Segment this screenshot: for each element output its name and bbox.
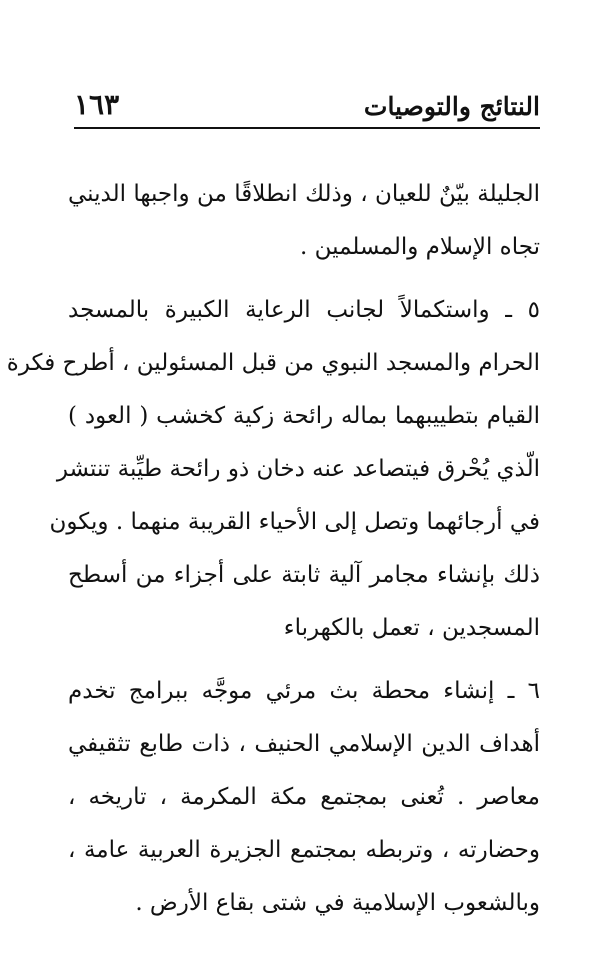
text-line: الحرام والمسجد النبوي من قبل المسئولين ، أطرح فكرة — [6, 350, 540, 376]
text-line: تجاه الإسلام والمسلمين . — [300, 234, 540, 260]
page-header — [74, 88, 540, 128]
text-line: ٦ ـ إنشاء محطة بث مرئي موجَّه ببرامج تخدم — [68, 678, 540, 704]
text-line: في أرجائهما وتصل إلى الأحياء القريبة منهما . ويكون — [49, 509, 540, 535]
text-line: الجليلة بيّنٌ للعيان ، وذلك انطلاقًا من واجبها الديني — [68, 181, 540, 207]
paragraph-spacer — [68, 655, 540, 665]
page-number: ١٦٣ — [74, 88, 120, 121]
running-title: النتائج والتوصيات — [363, 92, 540, 121]
paragraph-spacer — [68, 274, 540, 284]
text-line: الّذي يُحْرق فيتصاعد عنه دخان ذو رائحة طيِّبة تنتشر — [56, 456, 540, 482]
text-line: القيام بتطييبهما بماله رائحة زكية كخشب ( العود ) — [68, 403, 540, 429]
text-line: المسجدين ، تعمل بالكهرباء — [283, 615, 540, 641]
text-line: وبالشعوب الإسلامية في شتى بقاع الأرض . — [135, 890, 540, 916]
body-text — [6, 168, 540, 930]
text-line: ٥ ـ واستكمالاً لجانب الرعاية الكبيرة بالمسجد — [68, 297, 540, 323]
paragraph-item-6 — [68, 665, 540, 930]
text-line: وحضارته ، وتربطه بمجتمع الجزيرة العربية عامة ، — [68, 837, 540, 863]
text-line: أهداف الدين الإسلامي الحنيف ، ذات طابع تثقيفي — [68, 731, 540, 757]
paragraph-item-5 — [6, 284, 540, 655]
paragraph-intro — [68, 168, 540, 274]
text-line: معاصر . تُعنى بمجتمع مكة المكرمة ، تاريخه ، — [68, 784, 540, 810]
text-line: ذلك بإنشاء مجامر آلية ثابتة على أجزاء من أسطح — [68, 562, 540, 588]
header-divider — [74, 127, 540, 129]
